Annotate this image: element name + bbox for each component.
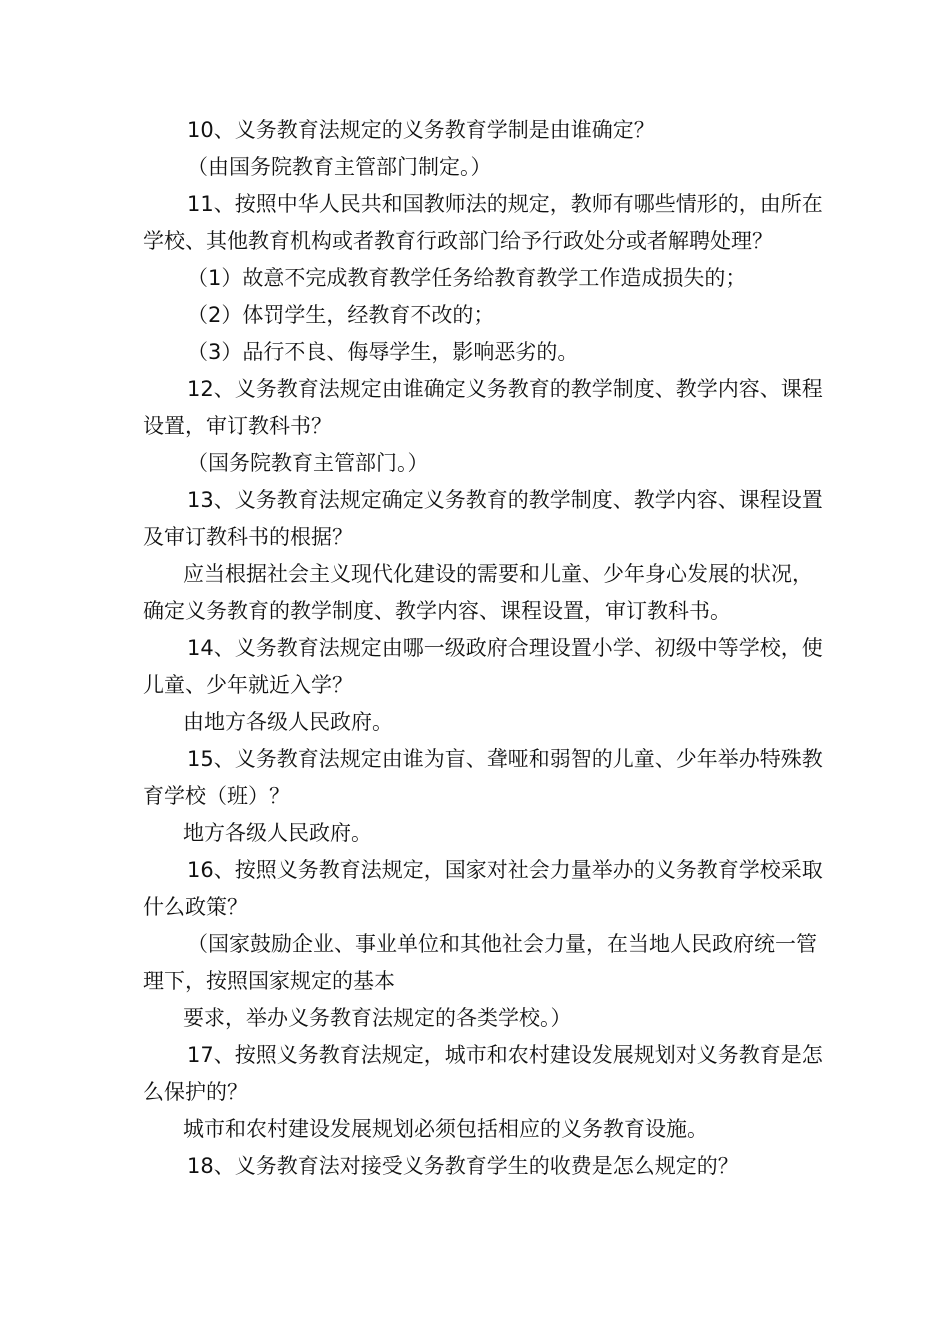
- question-18: 18、义务教育法对接受义务教育学生的收费是怎么规定的？: [187, 1154, 739, 1178]
- answer-17: 城市和农村建设发展规划必须包括相应的义务教育设施。: [183, 1117, 708, 1141]
- question-17: 17、按照义务教育法规定，城市和农村建设发展规划对义务教育是怎么保护的？: [143, 1043, 823, 1104]
- answer-11-item-3: （3）品行不良、侮辱学生，影响恶劣的。: [187, 340, 579, 364]
- question-14: 14、义务教育法规定由哪一级政府合理设置小学、初级中等学校，使儿童、少年就近入学？: [143, 636, 823, 697]
- answer-11-item-2: （2）体罚学生，经教育不改的；: [187, 303, 495, 327]
- question-11: 11、按照中华人民共和国教师法的规定，教师有哪些情形的，由所在学校、其他教育机构或者教育行政部门给予行政处分或者解聘处理？: [143, 192, 823, 253]
- answer-12: （国务院教育主管部门。）: [187, 451, 429, 475]
- question-16: 16、按照义务教育法规定，国家对社会力量举办的义务教育学校采取什么政策？: [143, 858, 823, 919]
- question-10: 10、义务教育法规定的义务教育学制是由谁确定？: [187, 118, 655, 142]
- answer-16-continued: 要求，举办义务教育法规定的各类学校。）: [183, 1006, 572, 1030]
- answer-16: （国家鼓励企业、事业单位和其他社会力量，在当地人民政府统一管理下，按照国家规定的基本: [143, 932, 817, 993]
- answer-14: 由地方各级人民政府。: [183, 710, 393, 734]
- question-12: 12、义务教育法规定由谁确定义务教育的教学制度、教学内容、课程设置，审订教科书？: [143, 377, 823, 438]
- answer-15: 地方各级人民政府。: [183, 821, 372, 845]
- question-15: 15、义务教育法规定由谁为盲、聋哑和弱智的儿童、少年举办特殊教育学校（班）？: [143, 747, 823, 808]
- document-body: [143, 112, 827, 1185]
- question-13: 13、义务教育法规定确定义务教育的教学制度、教学内容、课程设置及审订教科书的根据？: [143, 488, 823, 549]
- answer-13: 应当根据社会主义现代化建设的需要和儿童、少年身心发展的状况，确定义务教育的教学制度、教学内容、课程设置，审订教科书。: [143, 562, 813, 623]
- answer-11-item-1: （1）故意不完成教育教学任务给教育教学工作造成损失的；: [187, 266, 747, 290]
- answer-10: （由国务院教育主管部门制定。）: [187, 155, 492, 179]
